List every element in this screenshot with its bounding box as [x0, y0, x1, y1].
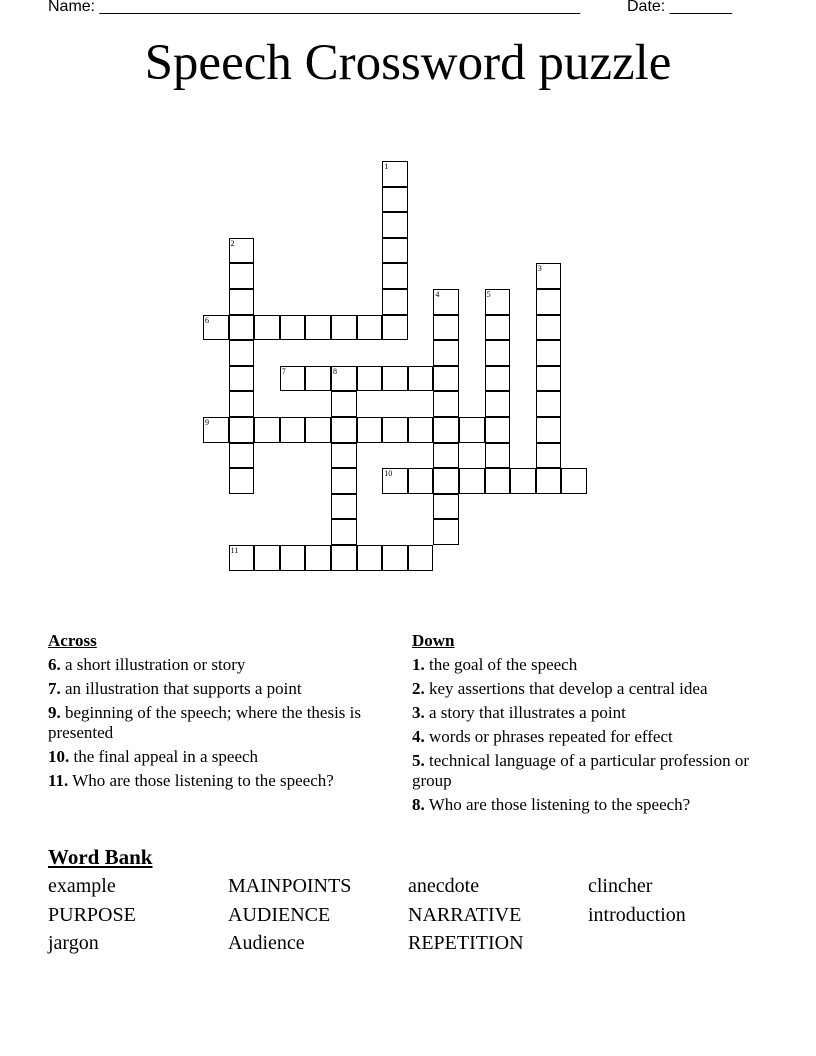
- crossword-cell[interactable]: [254, 417, 280, 443]
- down-heading: Down: [412, 631, 455, 650]
- crossword-cell[interactable]: [305, 545, 331, 571]
- cell-number: 10: [384, 469, 393, 479]
- crossword-cell[interactable]: [485, 289, 511, 315]
- crossword-cell[interactable]: [331, 468, 357, 494]
- crossword-cell[interactable]: [485, 417, 511, 443]
- crossword-cell[interactable]: [305, 315, 331, 341]
- cell-number: 3: [537, 264, 542, 274]
- crossword-cell[interactable]: [229, 391, 255, 417]
- crossword-cell[interactable]: [433, 519, 459, 545]
- cell-number: 6: [205, 315, 209, 325]
- crossword-cell[interactable]: [433, 443, 459, 469]
- crossword-cell[interactable]: [229, 315, 255, 341]
- word-bank-item: NARRATIVE: [408, 904, 522, 926]
- down-clues: [412, 631, 752, 819]
- cell-number: 5: [486, 290, 491, 299]
- crossword-cell[interactable]: [433, 315, 459, 341]
- cell-number: 4: [435, 290, 440, 299]
- crossword-cell[interactable]: [382, 366, 408, 392]
- crossword-cell[interactable]: [357, 417, 383, 443]
- clue-down: 4. words or phrases repeated for effect: [412, 727, 673, 746]
- crossword-cell[interactable]: [485, 366, 511, 392]
- crossword-cell[interactable]: [229, 238, 255, 264]
- clue-down: 8. Who are those listening to the speech?: [412, 795, 691, 814]
- crossword-cell[interactable]: [433, 340, 459, 366]
- crossword-cell[interactable]: [382, 263, 408, 289]
- crossword-cell[interactable]: [408, 468, 434, 494]
- crossword-cell[interactable]: [229, 340, 255, 366]
- crossword-cell[interactable]: [536, 417, 562, 443]
- crossword-cell[interactable]: [382, 417, 408, 443]
- crossword-cell[interactable]: [433, 468, 459, 494]
- crossword-cell[interactable]: [561, 468, 587, 494]
- clue-across: 9. beginning of the speech; where the thesis is presented: [48, 703, 362, 742]
- word-bank-item: example: [48, 875, 116, 897]
- crossword-cell[interactable]: [203, 417, 229, 443]
- word-bank-item: MAINPOINTS: [228, 875, 352, 897]
- crossword-cell[interactable]: [485, 468, 511, 494]
- crossword-cell[interactable]: [382, 545, 408, 571]
- crossword-cell[interactable]: [357, 366, 383, 392]
- word-bank-item: AUDIENCE: [228, 904, 331, 926]
- clue-down: 5. technical language of a particular profession or group: [412, 751, 750, 790]
- crossword-cell[interactable]: [536, 340, 562, 366]
- crossword-cell[interactable]: [229, 263, 255, 289]
- crossword-cell[interactable]: [433, 417, 459, 443]
- cell-number: 7: [281, 366, 286, 376]
- crossword-cell[interactable]: [382, 289, 408, 315]
- crossword-cell[interactable]: [229, 468, 255, 494]
- crossword-cell[interactable]: [459, 417, 485, 443]
- crossword-cell[interactable]: [433, 391, 459, 417]
- crossword-cell[interactable]: [331, 545, 357, 571]
- crossword-cell[interactable]: [331, 494, 357, 520]
- crossword-cell[interactable]: [485, 443, 511, 469]
- crossword-cell[interactable]: [536, 391, 562, 417]
- word-bank-item: introduction: [588, 904, 686, 926]
- crossword-cell[interactable]: [331, 315, 357, 341]
- crossword-cell[interactable]: [382, 238, 408, 264]
- word-bank-item: REPETITION: [408, 932, 524, 954]
- crossword-cell[interactable]: [331, 391, 357, 417]
- name-field[interactable]: Name: ______________________________________________________: [48, 0, 581, 15]
- crossword-cell[interactable]: [280, 545, 306, 571]
- crossword-cell[interactable]: [357, 545, 383, 571]
- crossword-cell[interactable]: [331, 519, 357, 545]
- word-bank-item: PURPOSE: [48, 904, 136, 926]
- crossword-cell[interactable]: [408, 417, 434, 443]
- crossword-cell[interactable]: [433, 494, 459, 520]
- clue-across: 11. Who are those listening to the speech?: [48, 771, 334, 790]
- crossword-cell[interactable]: [254, 315, 280, 341]
- clue-down: 1. the goal of the speech: [412, 655, 578, 674]
- crossword-cell[interactable]: [536, 289, 562, 315]
- page-title: Speech Crossword puzzle: [144, 35, 672, 91]
- crossword-cell[interactable]: [382, 468, 408, 494]
- crossword-cell[interactable]: [536, 443, 562, 469]
- cell-number: 11: [230, 546, 239, 555]
- clue-across: 6. a short illustration or story: [48, 655, 246, 674]
- crossword-cell[interactable]: [254, 545, 280, 571]
- crossword-cell[interactable]: [382, 187, 408, 213]
- crossword-cell[interactable]: [382, 212, 408, 238]
- crossword-cell[interactable]: [536, 315, 562, 341]
- crossword-cell[interactable]: [510, 468, 536, 494]
- crossword-cell[interactable]: [331, 366, 357, 392]
- crossword-cell[interactable]: [229, 366, 255, 392]
- cell-number: 8: [333, 366, 337, 376]
- crossword-cell[interactable]: [382, 315, 408, 341]
- crossword-cell[interactable]: [536, 468, 562, 494]
- cell-number: 1: [384, 162, 389, 171]
- crossword-cell[interactable]: [331, 417, 357, 443]
- crossword-cell[interactable]: [408, 545, 434, 571]
- clue-down: 3. a story that illustrates a point: [412, 703, 626, 722]
- crossword-cell[interactable]: [433, 366, 459, 392]
- word-bank-item: anecdote: [408, 875, 480, 897]
- word-bank-item: Audience: [228, 932, 305, 954]
- crossword-cell[interactable]: [357, 315, 383, 341]
- crossword-cell[interactable]: [536, 263, 562, 289]
- crossword-cell[interactable]: [382, 161, 408, 187]
- crossword-cell[interactable]: [485, 315, 511, 341]
- word-bank-heading: Word Bank: [48, 845, 153, 869]
- crossword-cell[interactable]: [280, 417, 306, 443]
- crossword-cell[interactable]: [408, 366, 434, 392]
- crossword-cell[interactable]: [229, 443, 255, 469]
- crossword-cell[interactable]: [331, 443, 357, 469]
- crossword-cell[interactable]: [433, 289, 459, 315]
- crossword-cell[interactable]: [536, 366, 562, 392]
- crossword-cell[interactable]: [229, 545, 255, 571]
- across-heading: Across: [48, 631, 97, 650]
- crossword-cell[interactable]: [280, 315, 306, 341]
- clue-across: 10. the final appeal in a speech: [48, 747, 259, 766]
- crossword-cell[interactable]: [203, 315, 229, 341]
- crossword-cell[interactable]: [485, 391, 511, 417]
- word-bank-item: clincher: [588, 875, 653, 897]
- clue-down: 2. key assertions that develop a central idea: [412, 679, 708, 698]
- word-bank-item: jargon: [48, 932, 99, 954]
- cell-number: 9: [205, 418, 209, 427]
- cell-number: 2: [230, 238, 235, 248]
- crossword-cell[interactable]: [229, 289, 255, 315]
- crossword-cell[interactable]: [229, 417, 255, 443]
- clue-across: 7. an illustration that supports a point: [48, 679, 302, 698]
- across-clues: [48, 631, 388, 795]
- crossword-cell[interactable]: [305, 366, 331, 392]
- crossword-cell[interactable]: [280, 366, 306, 392]
- crossword-cell[interactable]: [485, 340, 511, 366]
- date-field[interactable]: Date: _______: [627, 0, 732, 15]
- crossword-cell[interactable]: [305, 417, 331, 443]
- crossword-cell[interactable]: [459, 468, 485, 494]
